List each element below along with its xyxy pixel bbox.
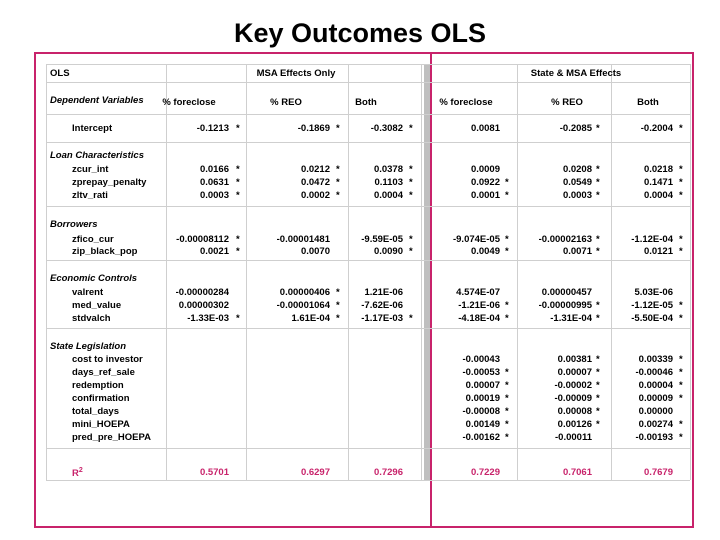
significance-star: * bbox=[596, 380, 600, 391]
significance-star: * bbox=[679, 234, 683, 245]
grid-line bbox=[46, 114, 690, 115]
grid-line bbox=[46, 328, 690, 329]
section-header: Economic Controls bbox=[50, 273, 138, 284]
coefficient-value: -0.00193 bbox=[635, 432, 673, 443]
significance-star: * bbox=[336, 313, 340, 324]
coefficient-value: 0.0208 bbox=[562, 164, 592, 175]
significance-star: * bbox=[505, 393, 509, 404]
group-header-msa: MSA Effects Only bbox=[256, 68, 336, 79]
coefficient-value: -1.31E-04 bbox=[550, 313, 592, 324]
significance-star: * bbox=[236, 177, 240, 188]
significance-star: * bbox=[505, 300, 509, 311]
coefficient-value: 0.0378 bbox=[373, 164, 403, 175]
intercept-label: Intercept bbox=[72, 123, 113, 134]
significance-star: * bbox=[679, 380, 683, 391]
significance-star: * bbox=[596, 190, 600, 201]
significance-star: * bbox=[409, 246, 413, 257]
significance-star: * bbox=[596, 393, 600, 404]
significance-star: * bbox=[505, 246, 509, 257]
coefficient-value: 0.0071 bbox=[562, 246, 592, 257]
significance-star: * bbox=[505, 313, 509, 324]
coefficient-value: 1.21E-06 bbox=[364, 287, 403, 298]
variable-label: zip_black_pop bbox=[72, 246, 138, 257]
coefficient-value: 0.1471 bbox=[643, 177, 673, 188]
variable-label: zcur_int bbox=[72, 164, 109, 175]
significance-star: * bbox=[409, 123, 413, 134]
significance-star: * bbox=[679, 393, 683, 404]
r-squared-value: 0.7061 bbox=[562, 467, 592, 478]
significance-star: * bbox=[505, 367, 509, 378]
coefficient-value: -0.00011 bbox=[555, 432, 592, 443]
coefficient-value: -7.62E-06 bbox=[361, 300, 403, 311]
grid-line bbox=[46, 448, 690, 449]
significance-star: * bbox=[679, 177, 683, 188]
significance-star: * bbox=[336, 190, 340, 201]
coefficient-value: -9.59E-05 bbox=[361, 234, 403, 245]
variable-label: zltv_rati bbox=[72, 190, 108, 201]
section-header: State Legislation bbox=[50, 341, 127, 352]
significance-star: * bbox=[679, 123, 683, 134]
variable-label: confirmation bbox=[72, 393, 130, 404]
coefficient-value: -0.2085 bbox=[559, 123, 592, 134]
significance-star: * bbox=[236, 313, 240, 324]
coefficient-value: 0.00007 bbox=[557, 367, 592, 378]
coefficient-value: 0.0004 bbox=[373, 190, 403, 201]
coefficient-value: -0.00000995 bbox=[538, 300, 592, 311]
significance-star: * bbox=[679, 190, 683, 201]
ols-label: OLS bbox=[50, 68, 70, 79]
coefficient-value: 0.00004 bbox=[638, 380, 673, 391]
column-header: Both bbox=[355, 97, 377, 108]
coefficient-value: -0.3082 bbox=[370, 123, 403, 134]
coefficient-value: -0.00002 bbox=[554, 380, 592, 391]
significance-star: * bbox=[505, 177, 509, 188]
significance-star: * bbox=[679, 300, 683, 311]
coefficient-value: 0.00126 bbox=[557, 419, 592, 430]
coefficient-value: 0.0472 bbox=[300, 177, 330, 188]
variable-label: zprepay_penalty bbox=[72, 177, 147, 188]
significance-star: * bbox=[679, 164, 683, 175]
coefficient-value: 0.0003 bbox=[562, 190, 592, 201]
coefficient-value: -9.074E-05 bbox=[452, 234, 500, 245]
grid-line bbox=[46, 64, 690, 65]
coefficient-value: 0.00149 bbox=[465, 419, 500, 430]
coefficient-value: 0.0070 bbox=[300, 246, 330, 257]
coefficient-value: 0.00339 bbox=[638, 354, 673, 365]
r-squared-value: 0.7679 bbox=[643, 467, 673, 478]
significance-star: * bbox=[336, 300, 340, 311]
variable-label: med_value bbox=[72, 300, 122, 311]
column-header: Both bbox=[637, 97, 659, 108]
significance-star: * bbox=[336, 177, 340, 188]
coefficient-value: 0.0166 bbox=[199, 164, 229, 175]
significance-star: * bbox=[596, 300, 600, 311]
variable-label: valrent bbox=[72, 287, 104, 298]
coefficient-value: -1.33E-03 bbox=[187, 313, 229, 324]
variable-label: stdvalch bbox=[72, 313, 111, 324]
variable-label: cost to investor bbox=[72, 354, 143, 365]
coefficient-value: 0.00000 bbox=[638, 406, 673, 417]
coefficient-value: -0.00001064 bbox=[276, 300, 330, 311]
coefficient-value: 0.1103 bbox=[374, 177, 403, 188]
significance-star: * bbox=[336, 287, 340, 298]
significance-star: * bbox=[505, 190, 509, 201]
significance-star: * bbox=[596, 313, 600, 324]
section-header: Loan Characteristics bbox=[50, 150, 144, 161]
significance-star: * bbox=[505, 419, 509, 430]
significance-star: * bbox=[596, 406, 600, 417]
significance-star: * bbox=[679, 432, 683, 443]
significance-star: * bbox=[596, 234, 600, 245]
coefficient-value: 0.00007 bbox=[465, 380, 500, 391]
column-header: % REO bbox=[551, 97, 583, 108]
r-squared-superscript: 2 bbox=[78, 467, 83, 474]
dependent-variables-label: Dependent Variables bbox=[50, 95, 144, 106]
significance-star: * bbox=[336, 123, 340, 134]
significance-star: * bbox=[505, 234, 509, 245]
significance-star: * bbox=[679, 313, 683, 324]
coefficient-value: 0.0090 bbox=[373, 246, 403, 257]
significance-star: * bbox=[596, 177, 600, 188]
coefficient-value: 0.0081 bbox=[470, 123, 500, 134]
coefficient-value: 0.0021 bbox=[199, 246, 229, 257]
grid-line bbox=[690, 64, 691, 480]
grid-line bbox=[46, 206, 690, 207]
coefficient-value: 0.0049 bbox=[470, 246, 500, 257]
significance-star: * bbox=[236, 190, 240, 201]
coefficient-value: 0.0001 bbox=[470, 190, 500, 201]
coefficient-value: -0.00000284 bbox=[175, 287, 229, 298]
coefficient-value: 0.0121 bbox=[643, 246, 673, 257]
variable-label: zfico_cur bbox=[72, 234, 114, 245]
coefficient-value: -0.00053 bbox=[462, 367, 500, 378]
significance-star: * bbox=[236, 246, 240, 257]
column-header: % foreclose bbox=[439, 97, 493, 108]
group-header-state-msa: State & MSA Effects bbox=[530, 68, 622, 79]
coefficient-value: 0.00274 bbox=[638, 419, 673, 430]
coefficient-value: 0.0631 bbox=[199, 177, 229, 188]
coefficient-value: -0.00046 bbox=[635, 367, 673, 378]
slide-title: Key Outcomes OLS bbox=[233, 18, 487, 48]
coefficient-value: -1.12E-05 bbox=[631, 300, 673, 311]
significance-star: * bbox=[505, 406, 509, 417]
significance-star: * bbox=[596, 246, 600, 257]
coefficient-value: 0.0212 bbox=[300, 164, 330, 175]
coefficient-value: -1.21E-06 bbox=[458, 300, 500, 311]
coefficient-value: -0.00043 bbox=[462, 354, 500, 365]
coefficient-value: 0.0009 bbox=[470, 164, 500, 175]
variable-label: total_days bbox=[72, 406, 119, 417]
significance-star: * bbox=[596, 164, 600, 175]
coefficient-value: -0.00162 bbox=[462, 432, 500, 443]
coefficient-value: -0.1869 bbox=[297, 123, 330, 134]
coefficient-value: 0.00000457 bbox=[541, 287, 592, 298]
significance-star: * bbox=[505, 432, 509, 443]
significance-star: * bbox=[236, 164, 240, 175]
significance-star: * bbox=[409, 234, 413, 245]
coefficient-value: -0.2004 bbox=[640, 123, 673, 134]
significance-star: * bbox=[409, 190, 413, 201]
coefficient-value: -0.00001481 bbox=[276, 234, 330, 245]
r-squared-value: 0.7229 bbox=[470, 467, 500, 478]
coefficient-value: 0.00019 bbox=[465, 393, 500, 404]
coefficient-value: -1.12E-04 bbox=[631, 234, 673, 245]
grid-line bbox=[46, 64, 47, 480]
r-squared-value: 0.5701 bbox=[199, 467, 229, 478]
coefficient-value: 0.0003 bbox=[199, 190, 229, 201]
significance-star: * bbox=[336, 164, 340, 175]
significance-star: * bbox=[236, 123, 240, 134]
significance-star: * bbox=[679, 354, 683, 365]
significance-star: * bbox=[596, 419, 600, 430]
coefficient-value: -0.00008112 bbox=[176, 234, 229, 245]
coefficient-value: 0.0002 bbox=[300, 190, 330, 201]
significance-star: * bbox=[679, 367, 683, 378]
r-squared-letter: R bbox=[72, 468, 79, 480]
grid-line bbox=[46, 82, 690, 83]
variable-label: redemption bbox=[72, 380, 124, 391]
coefficient-value: 0.00000302 bbox=[178, 300, 229, 311]
grid-line bbox=[46, 480, 690, 481]
r-squared-label bbox=[72, 465, 83, 479]
coefficient-value: -0.00002163 bbox=[538, 234, 592, 245]
coefficient-value: 0.0004 bbox=[643, 190, 673, 201]
coefficient-value: 0.00008 bbox=[557, 406, 592, 417]
r-squared-value: 0.6297 bbox=[300, 467, 330, 478]
significance-star: * bbox=[505, 380, 509, 391]
coefficient-value: 0.0922 bbox=[470, 177, 500, 188]
coefficient-value: 0.00000406 bbox=[279, 287, 330, 298]
coefficient-value: -0.00009 bbox=[554, 393, 592, 404]
grid-line bbox=[46, 142, 690, 143]
grid-line bbox=[46, 260, 690, 261]
coefficient-value: 0.00009 bbox=[638, 393, 673, 404]
significance-star: * bbox=[236, 234, 240, 245]
significance-star: * bbox=[596, 354, 600, 365]
coefficient-value: 1.61E-04 bbox=[291, 313, 330, 324]
r-squared-value: 0.7296 bbox=[373, 467, 403, 478]
variable-label: mini_HOEPA bbox=[72, 419, 130, 430]
coefficient-value: -1.17E-03 bbox=[361, 313, 403, 324]
significance-star: * bbox=[409, 164, 413, 175]
coefficient-value: 5.03E-06 bbox=[634, 287, 673, 298]
column-header: % REO bbox=[270, 97, 302, 108]
column-header: % foreclose bbox=[162, 97, 216, 108]
coefficient-value: 0.0218 bbox=[643, 164, 673, 175]
coefficient-value: -0.00008 bbox=[462, 406, 500, 417]
significance-star: * bbox=[409, 313, 413, 324]
significance-star: * bbox=[596, 367, 600, 378]
variable-label: days_ref_sale bbox=[72, 367, 135, 378]
significance-star: * bbox=[679, 246, 683, 257]
section-header: Borrowers bbox=[50, 219, 98, 230]
coefficient-value: -5.50E-04 bbox=[631, 313, 673, 324]
ols-results-table bbox=[46, 64, 690, 480]
variable-label: pred_pre_HOEPA bbox=[72, 432, 152, 443]
significance-star: * bbox=[679, 419, 683, 430]
coefficient-value: -4.18E-04 bbox=[458, 313, 500, 324]
coefficient-value: 0.00381 bbox=[557, 354, 592, 365]
significance-star: * bbox=[409, 177, 413, 188]
coefficient-value: -0.1213 bbox=[196, 123, 229, 134]
coefficient-value: 0.0549 bbox=[562, 177, 592, 188]
coefficient-value: 4.574E-07 bbox=[456, 287, 500, 298]
significance-star: * bbox=[596, 123, 600, 134]
